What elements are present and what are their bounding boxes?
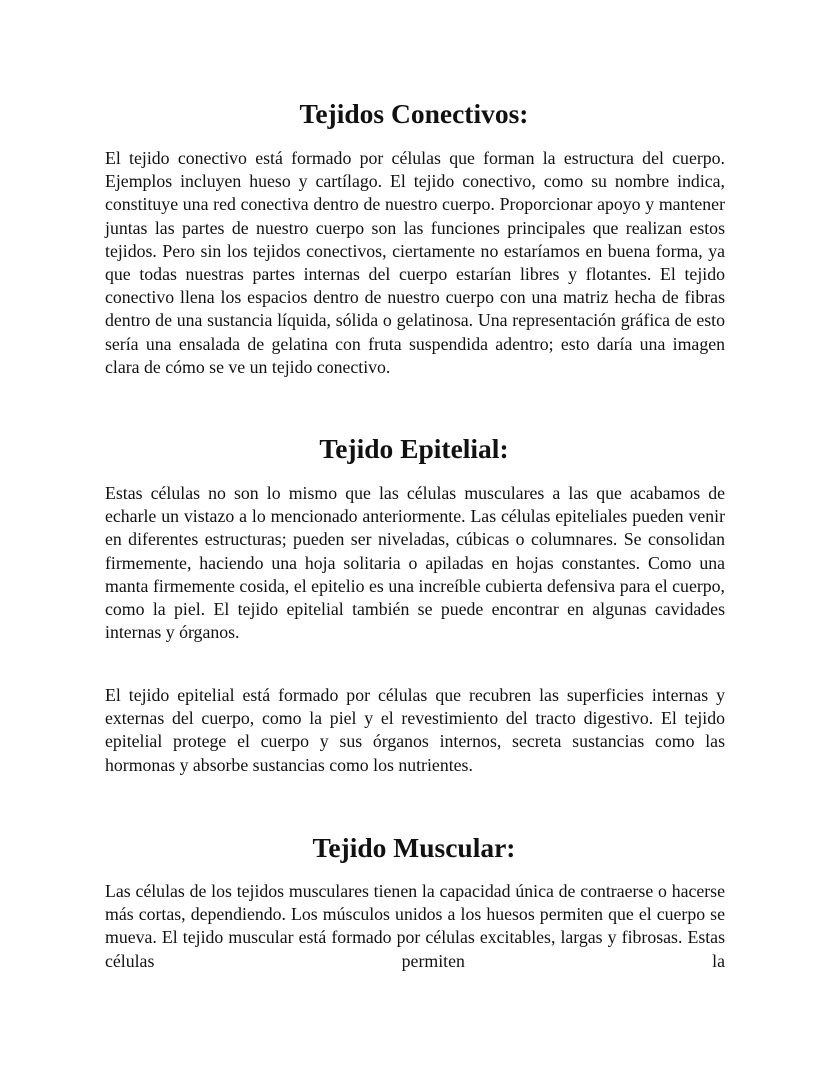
heading-tejido-muscular: Tejido Muscular:	[312, 832, 516, 863]
heading-tejidos-conectivos: Tejidos Conectivos:	[299, 98, 529, 129]
heading-tejido-epitelial: Tejido Epitelial:	[319, 433, 509, 464]
paragraph-muscular: Las células de los tejidos musculares tienen la capacidad única de contraerse o hacerse más cortas, dependiendo. Los músculos unidos a los huesos permiten que el cuerpo se mueva. El tejido muscular está formado por células excitables, largas y fibrosas. Estas células permiten la	[105, 881, 725, 971]
paragraph-epitelial-1: Estas células no son lo mismo que las células musculares a las que acabamos de echarle un vistazo a lo mencionado anteriormente. Las células epiteliales pueden venir en diferentes estructuras; pueden ser niveladas, cúbicas o columnares. Se consolidan firmemente, haciendo una hoja solitaria o apiladas en hojas constantes. Como una manta firmemente cosida, el epitelio es una increíble cubierta defensiva para el cuerpo, como la piel. El tejido epitelial también se puede encontrar en algunas cavidades internas y órganos.	[105, 483, 725, 643]
paragraph-conectivos: El tejido conectivo está formado por células que forman la estructura del cuerpo. Ejemplos incluyen hueso y cartílago. El tejido conectivo, como su nombre indica, constituye una red conectiva dentro de nuestro cuerpo. Proporcionar apoyo y mantener juntas las partes de nuestro cuerpo son las funciones principales que realizan estos tejidos. Pero sin los tejidos conectivos, ciertamente no estaríamos en buena forma, ya que todas nuestras partes internas del cuerpo estarían libres y flotantes. El tejido conectivo llena los espacios dentro de nuestro cuerpo con una matriz hecha de fibras dentro de una sustancia líquida, sólida o gelatinosa. Una representación gráfica de esto sería una ensalada de gelatina con fruta suspendida adentro; esto daría una imagen clara de cómo se ve un tejido conectivo.	[105, 148, 725, 377]
paragraph-epitelial-2: El tejido epitelial está formado por células que recubren las superficies internas y externas del cuerpo, como la piel y el revestimiento del tracto digestivo. El tejido epitelial protege el cuerpo y sus órganos internos, secreta sustancias como las hormonas y absorbe sustancias como los nutrientes.	[105, 685, 725, 775]
